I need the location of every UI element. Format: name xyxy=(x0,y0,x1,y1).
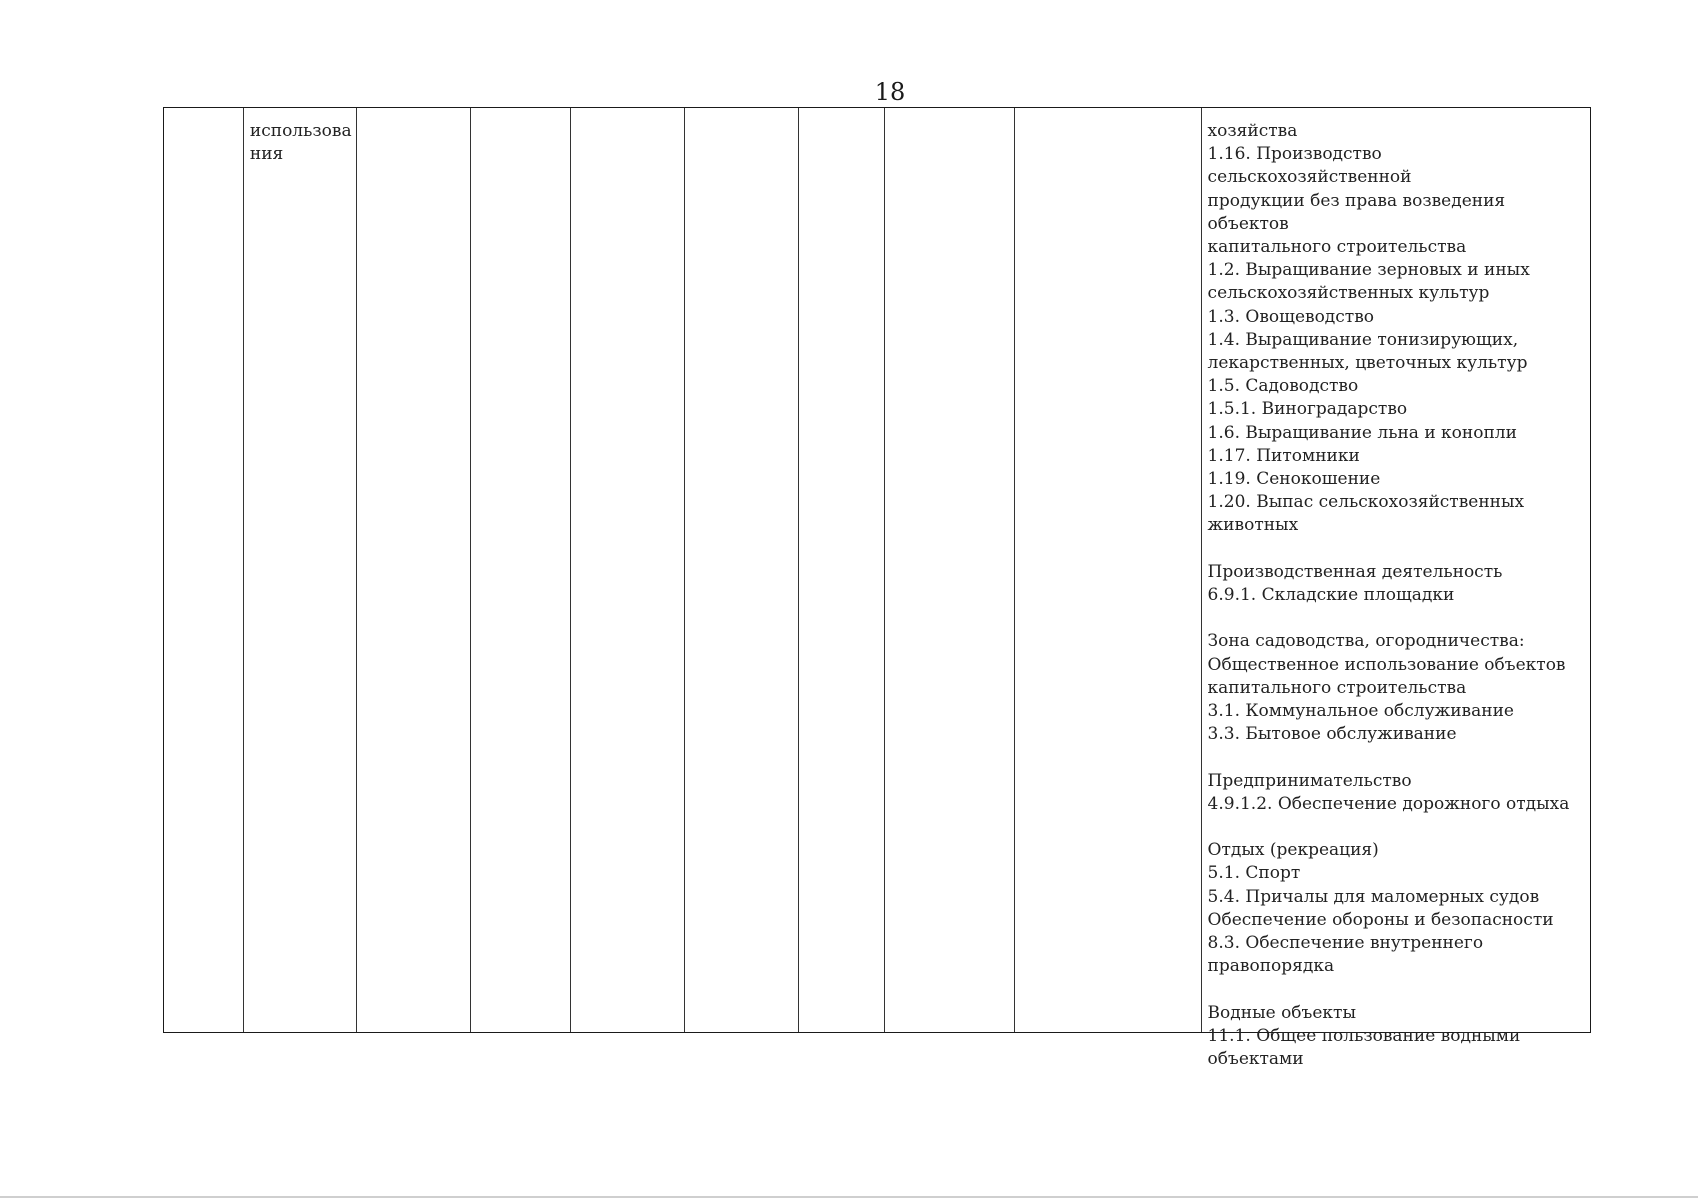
blank-line xyxy=(1208,816,1586,839)
scan-edge-line xyxy=(0,1196,1698,1198)
permitted-use-line: 3.1. Коммунальное обслуживание xyxy=(1207,701,1514,722)
permitted-use-line: 1.5. Садоводство xyxy=(1207,376,1359,397)
document-table xyxy=(163,107,1591,1070)
permitted-use-line: сельскохозяйственных культур xyxy=(1207,283,1490,304)
table-column-5 xyxy=(571,108,685,1032)
table-column-2 xyxy=(244,108,357,1032)
permitted-use-line: 4.9.1.2. Обеспечение дорожного отдыха xyxy=(1207,793,1570,814)
page-number: 18 xyxy=(874,78,906,106)
permitted-use-line: 8.3. Обеспечение внутреннего xyxy=(1207,933,1484,954)
permitted-use-line: животных xyxy=(1207,515,1299,536)
permitted-use-line: лекарственных, цветочных культур xyxy=(1207,353,1528,374)
permitted-use-line: 1.17. Питомники xyxy=(1207,445,1360,466)
permitted-use-line: хозяйства xyxy=(1207,121,1298,141)
permitted-use-list xyxy=(1202,120,1590,1071)
permitted-use-line: правопорядка xyxy=(1207,956,1335,977)
table-column-6 xyxy=(685,108,799,1032)
table-column-1 xyxy=(164,108,244,1032)
table-column-9 xyxy=(1015,108,1202,1032)
permitted-use-line: Зона садоводства, огородничества: xyxy=(1207,631,1525,652)
table-column-10 xyxy=(1202,108,1590,1070)
permitted-use-line: 5.1. Спорт xyxy=(1207,863,1301,884)
blank-line xyxy=(1208,978,1586,1001)
permitted-use-line: 1.3. Овощеводство xyxy=(1207,306,1375,327)
blank-line xyxy=(1208,607,1586,630)
permitted-use-line: 1.4. Выращивание тонизирующих, xyxy=(1207,329,1519,350)
permitted-use-line: 1.20. Выпас сельскохозяйственных xyxy=(1207,492,1525,513)
table-column-4 xyxy=(471,108,572,1032)
blank-line xyxy=(1208,746,1586,769)
table-column-7 xyxy=(799,108,885,1032)
permitted-use-line: Производственная деятельность xyxy=(1207,561,1503,582)
permitted-use-line: продукции без права возведения объектов xyxy=(1207,190,1511,234)
permitted-use-line: 1.5.1. Виноградарство xyxy=(1207,399,1408,420)
permitted-use-line: Водные объекты xyxy=(1207,1002,1356,1023)
permitted-use-line: капитального строительства xyxy=(1207,237,1467,258)
permitted-use-line: 3.3. Бытовое обслуживание xyxy=(1207,724,1457,745)
table-cell-text: использова ния xyxy=(249,121,352,165)
permitted-use-line: 1.19. Сенокошение xyxy=(1207,469,1381,490)
permitted-use-line: Предпринимательство xyxy=(1207,770,1412,791)
permitted-use-line: Общественное использование объектов xyxy=(1207,654,1566,675)
permitted-use-line: Обеспечение обороны и безопасности xyxy=(1207,909,1554,930)
permitted-use-line: 1.6. Выращивание льна и конопли xyxy=(1207,422,1517,443)
permitted-use-line: капитального строительства xyxy=(1207,677,1467,698)
permitted-use-line: 5.4. Причалы для маломерных судов xyxy=(1207,886,1540,907)
table-column-3 xyxy=(357,108,471,1032)
permitted-use-line: Отдых (рекреация) xyxy=(1207,840,1379,861)
blank-line xyxy=(1208,538,1586,561)
permitted-use-line: 1.2. Выращивание зерновых и иных xyxy=(1207,260,1530,281)
permitted-use-line: 1.16. Производство сельскохозяйственной xyxy=(1207,144,1412,188)
table-column-8 xyxy=(885,108,1015,1032)
permitted-use-line: 6.9.1. Складские площадки xyxy=(1207,585,1455,606)
permitted-use-line: объектами xyxy=(1207,1049,1304,1070)
permitted-use-line: 11.1. Общее пользование водными xyxy=(1207,1025,1521,1046)
